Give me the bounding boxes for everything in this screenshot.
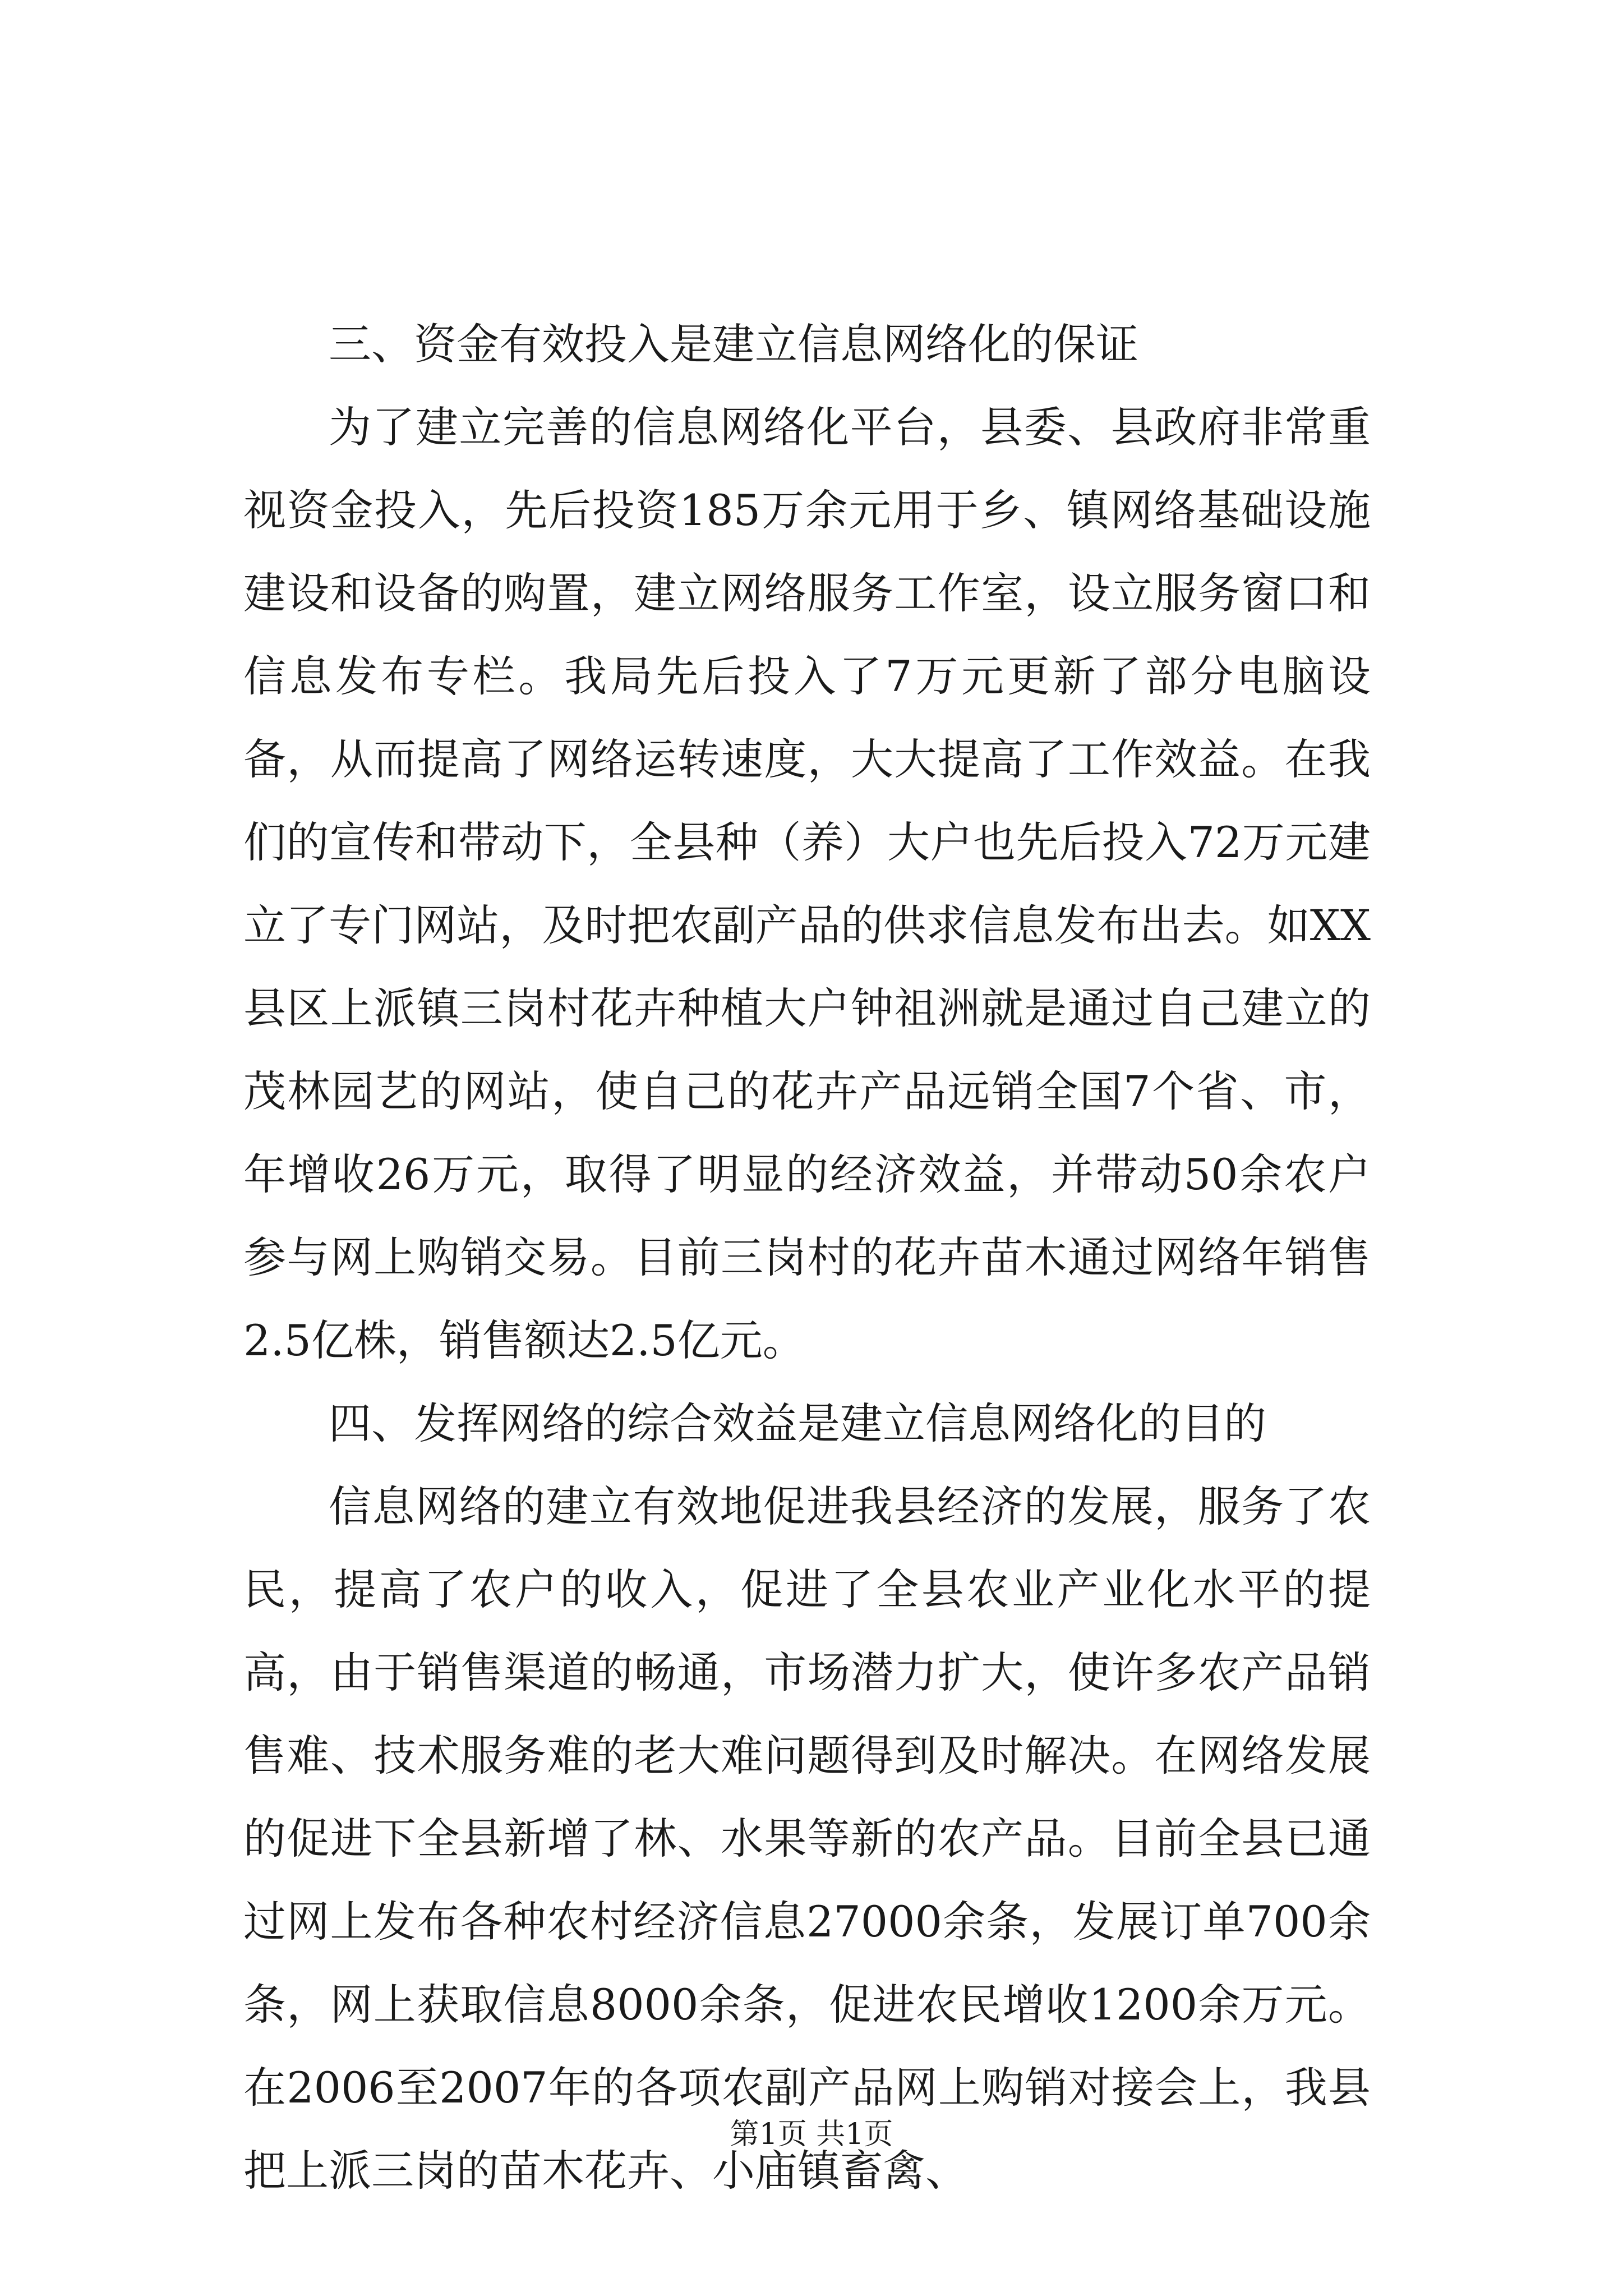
section-paragraph-4: 信息网络的建立有效地促进我县经济的发展，服务了农民，提高了农户的收入，促进了全县农业产业化水平的提高，由于销售渠道的畅通，市场潜力扩大，使许多农产品销售难、技术服务难的老大难问题得到及时解决。在网络发展的促进下全县新增了林、水果等新的农产品。目前全县已通过网上发布各种农村经济信息27000余条，发展订单700余条，网上获取信息8000余条，促进农民增收1200余万元。在2006至2007年的各项农副产品网上购销对接会上，我县把上派三岗的苗木花卉、小庙镇畜禽、 [243, 1481, 1371, 2196]
section-heading-4: 四、发挥网络的综合效益是建立信息网络化的目的 [329, 1398, 1266, 1448]
section-paragraph-3: 为了建立完善的信息网络化平台，县委、县政府非常重视资金投入，先后投资185万余元用于乡、镇网络基础设施建设和设备的购置，建立网络服务工作室，设立服务窗口和信息发布专栏。我局先后投入了7万元更新了部分电脑设备，从而提高了网络运转速度，大大提高了工作效益。在我们的宣传和带动下，全县种（养）大户也先后投入72万元建立了专门网站，及时把农副产品的供求信息发布出去。如XX县区上派镇三岗村花卉种植大户钟祖洲就是通过自己建立的茂林园艺的网站，使自己的花卉产品远销全国7个省、市，年增收26万元，取得了明显的经济效益，并带动50余农户参与网上购销交易。目前三岗村的花卉苗木通过网络年销售2.5亿株，销售额达2.5亿元。 [243, 402, 1371, 1365]
page-footer: 第1页 共1页 [730, 2118, 893, 2151]
section-heading-3: 三、资金有效投入是建立信息网络化的保证 [329, 319, 1138, 369]
document-body [243, 303, 1371, 2212]
